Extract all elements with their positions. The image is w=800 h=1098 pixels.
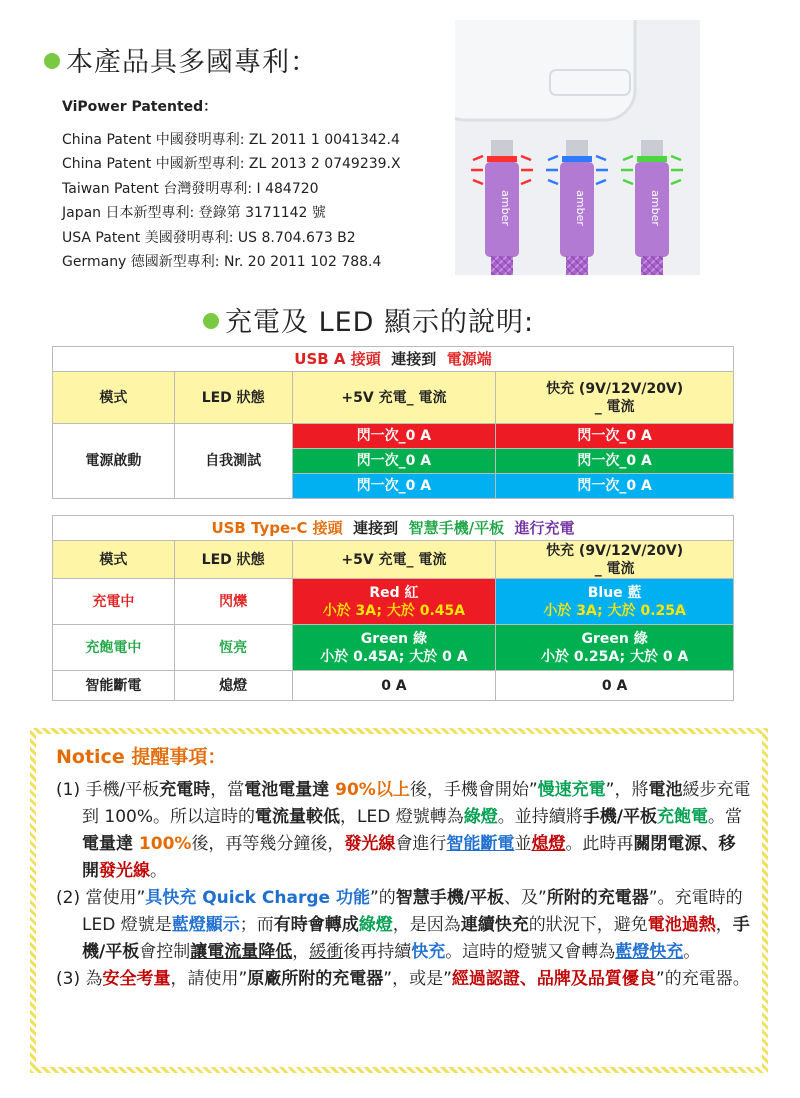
row-led: 熄燈 [174, 671, 292, 701]
patent-line: China Patent 中國發明專利: ZL 2011 1 0041342.4 [62, 131, 400, 148]
row-led: 自我測試 [174, 424, 292, 499]
col-fast: 快充 (9V/12V/20V) _ 電流 [496, 372, 734, 424]
col-mode: 模式 [53, 372, 175, 424]
cell-green: Green 綠 小於 0.25A; 大於 0 A [496, 625, 734, 671]
bullet-icon [203, 313, 219, 329]
patent-list [62, 95, 452, 275]
cell-zero: 0 A [496, 671, 734, 701]
cell-blue: Blue 藍 小於 3A; 大於 0.25A [496, 579, 734, 625]
col-fast: 快充 (9V/12V/20V) _ 電流 [496, 541, 734, 579]
usb-c-table [52, 515, 734, 701]
table-header: USB A 接頭 連接到 電源端 [53, 347, 734, 372]
cell-green: 閃一次_0 A [292, 449, 496, 474]
row-led: 閃爍 [174, 579, 292, 625]
col-5v: +5V 充電_ 電流 [292, 541, 496, 579]
col-led: LED 狀態 [174, 541, 292, 579]
usb-a-table [52, 346, 734, 499]
col-mode: 模式 [53, 541, 175, 579]
row-mode: 智能斷電 [53, 671, 175, 701]
svg-text:amber: amber [649, 190, 662, 226]
notice-box [30, 728, 768, 1073]
cell-red: Red 紅 小於 3A; 大於 0.45A [292, 579, 496, 625]
table-header: USB Type-C 接頭 連接到 智慧手機/平板 進行充電 [53, 516, 734, 541]
patent-title: ViPower Patented： [62, 99, 218, 115]
col-5v: +5V 充電_ 電流 [292, 372, 496, 424]
bullet-icon [44, 53, 60, 69]
cable-illustration [455, 20, 700, 275]
row-mode: 充電中 [53, 579, 175, 625]
row-led: 恆亮 [174, 625, 292, 671]
cell-red: 閃一次_0 A [496, 424, 734, 449]
patent-line: China Patent 中國新型專利: ZL 2013 2 0749239.X [62, 156, 401, 172]
notice-item-3: (3) 為安全考量，請使用”原廠所附的充電器”，或是”經過認證、品牌及品質優良”的充電器。 [56, 969, 750, 989]
cell-red: 閃一次_0 A [292, 424, 496, 449]
cell-zero: 0 A [292, 671, 496, 701]
row-mode: 充飽電中 [53, 625, 175, 671]
patent-line: Japan 日本新型專利: 登錄第 3171142 號 [62, 205, 326, 221]
notice-title: Notice 提醒事項： [56, 746, 227, 768]
col-led: LED 狀態 [174, 372, 292, 424]
notice-item-1: (1) 手機/平板充電時，當電池電量達 90%以上後，手機會開始”慢速充電”，將電池緩步充電到 100%。所以這時的電流量較低，LED 燈號轉為綠燈。並持續將手機/平板充飽電。當電量達 100%後，再等幾分鐘後，發光線會進行智能斷電並熄燈。此時再關閉電源、移開發光線。 [56, 780, 751, 881]
row-mode: 電源啟動 [53, 424, 175, 499]
notice-item-2: (2) 當使用”具快充 Quick Charge 功能”的智慧手機/平板、及”所附的充電器”。充電時的 LED 燈號是藍燈顯示；而有時會轉成綠燈，是因為連續快充的狀況下，避免電池過熱，手機/平板會控制讓電流量降低，緩衝後再持續快充。這時的燈號又會轉為藍燈快充。 [56, 888, 750, 962]
svg-text:amber: amber [574, 190, 587, 226]
cell-blue: 閃一次_0 A [496, 474, 734, 499]
svg-text:amber: amber [499, 190, 512, 226]
patent-line: Germany 德國新型專利: Nr. 20 2011 102 788.4 [62, 254, 382, 270]
cell-green: 閃一次_0 A [496, 449, 734, 474]
cell-green: Green 綠 小於 0.45A; 大於 0 A [292, 625, 496, 671]
patent-heading: 本產品具多國專利： [44, 40, 318, 79]
led-heading: 充電及 LED 顯示的說明: [203, 300, 534, 339]
patent-line: USA Patent 美國發明專利: US 8.704.673 B2 [62, 229, 356, 246]
patent-line: Taiwan Patent 台灣發明專利: I 484720 [62, 180, 319, 197]
cell-blue: 閃一次_0 A [292, 474, 496, 499]
product-photo [455, 20, 700, 275]
